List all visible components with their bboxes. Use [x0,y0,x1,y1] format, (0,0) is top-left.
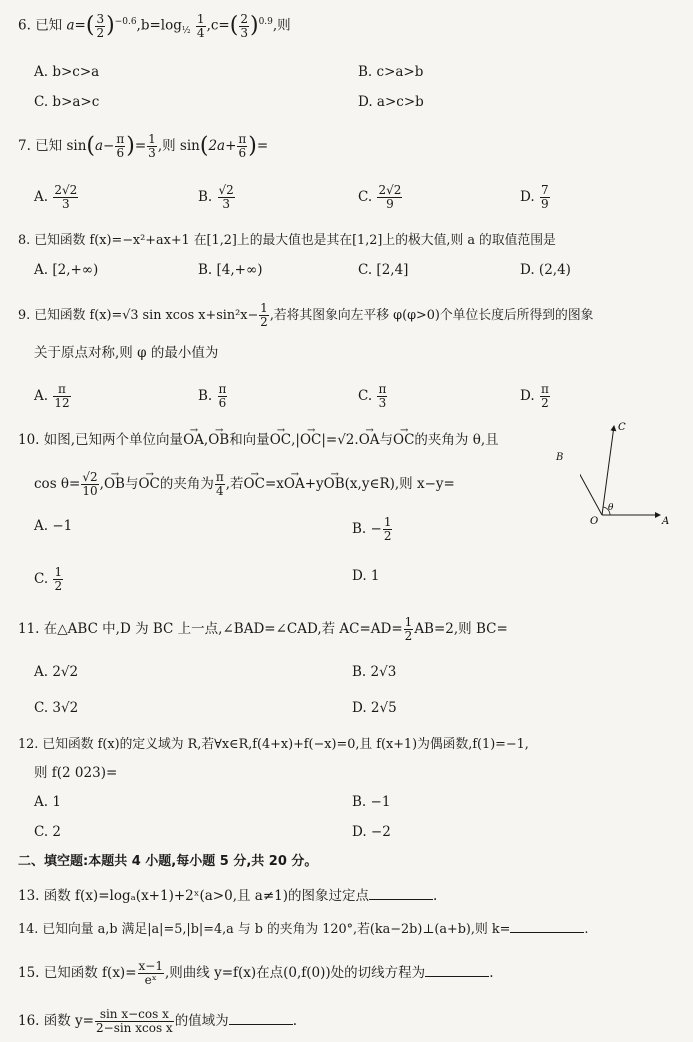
q10-stem-line2: cos θ= $\frac{√2}{10}$ ,→ OB与→ OC的夹角为 $\frac{\pi}{4}$ ,若→ OC=x→ OA+y→ OB(x,y∈R),则 x−y= [34,471,455,498]
q12-option-a: A. 1 [34,794,61,810]
q7-option-b: B. $\frac{√2}{3}$ [198,183,234,211]
q10-option-a: A. −1 [34,518,73,534]
q10-stem-line1: 10. 如图,已知两个单位向量→ OA,→ OB和向量→ OC,|→ OC|=√2.→ OA与→ OC的夹角为 θ,且 [18,430,499,450]
q11-option-a: A. 2√2 [34,664,79,680]
q11-option-b: B. 2√3 [352,664,397,680]
q8-option-a: A. [2,+∞) [34,262,99,278]
vector-ob [580,460,602,515]
q10-option-c: C. $\frac{1}{2}$ [34,565,63,593]
vector-oc [602,426,614,515]
q11-option-c: C. 3√2 [34,700,79,716]
q8-stem: 8. 已知函数 f(x)=−x²+ax+1 在[1,2]上的最大值也是其在[1,2]上的极大值,则 a 的取值范围是 [18,233,556,248]
q16-answer-blank[interactable] [229,1010,293,1025]
q12-option-b: B. −1 [352,794,391,810]
q6-option-c: C. b>a>c [34,94,100,110]
q15-answer-blank[interactable] [425,962,489,977]
q7-option-c: C. $\frac{2√2}{9}$ [358,183,402,211]
q14-stem: 14. 已知向量 a,b 满足|a|=5,|b|=4,a 与 b 的夹角为 120°,若(ka−2b)⊥(a+b),则 k= . [18,918,588,940]
q8-option-b: B. [4,+∞) [198,262,263,278]
q6-option-b: B. c>a>b [358,64,424,80]
q9-option-d: D. $\frac{\pi}{2}$ [520,382,549,410]
q8-option-c: C. [2,4] [358,262,409,278]
q9-option-b: B. $\frac{\pi}{6}$ [198,382,227,410]
q6-option-a: A. b>c>a [34,64,100,80]
q7-stem: 7. 已知 sin(a− $\frac{\pi}{6}$ )= $\frac{1}{3}$ ,则 sin(2a+ $\frac{\pi}{6}$ )= [18,132,269,160]
q6-option-d: D. a>c>b [358,94,424,110]
q12-stem-line1: 12. 已知函数 f(x)的定义域为 R,若∀x∈R,f(4+x)+f(−x)=0,且 f(x+1)为偶函数,f(1)=−1, [18,737,529,752]
q9-stem-line1: 9. 已知函数 f(x)=√3 sin xcos x+sin²x− $\frac{1}{2}$ ,若将其图象向左平移 φ(φ>0)个单位长度后所得到的图象 [18,301,594,329]
section-heading-fill-blank: 二、填空题:本题共 4 小题,每小题 5 分,共 20 分。 [18,854,318,869]
q6-stem: 6. 已知 a=( $\frac{3}{2}$ )$^{-0.6},b=\log_{\frac{1}{2}}$ $\frac{1}{4}$ ,c=( $\frac{2}{3}$ )$^{0.9}$,则 [18,11,291,40]
q13-answer-blank[interactable] [369,885,433,900]
q7-option-d: D. $\frac{7}{9}$ [520,183,549,211]
label-a: A [662,516,670,527]
q12-stem-line2: 则 f(2 023)= [34,765,118,781]
q12-option-d: D. −2 [352,824,391,840]
label-theta: θ [608,503,614,513]
q15-stem: 15. 已知函数 f(x)= $\frac{x-1}{\text{eˣ}}$ ,则曲线 y=f(x)在点(0,f(0))处的切线方程为 . [18,959,494,987]
q11-option-d: D. 2√5 [352,700,397,716]
q10-option-b: B. − $\frac{1}{2}$ [352,515,392,543]
q12-option-c: C. 2 [34,824,62,840]
q13-stem: 13. 函数 f(x)=logₐ(x+1)+2ˣ(a>0,且 a≠1)的图象过定点 . [18,885,437,906]
q14-answer-blank[interactable] [510,918,584,933]
q7-option-a: A. $\frac{2√2}{3}$ [34,183,78,211]
label-o: O [590,516,599,527]
label-c: C [618,422,626,433]
q9-option-c: C. $\frac{\pi}{3}$ [358,382,387,410]
q16-stem: 16. 函数 y= $\frac{\text{sin x−cos x}}{\text{2−sin xcos x}}$ 的值域为 . [18,1007,297,1035]
q8-option-d: D. (2,4) [520,262,571,278]
q9-stem-line2: 关于原点对称,则 φ 的最小值为 [34,345,219,361]
q9-option-a: A. $\frac{\pi}{12}$ [34,382,70,410]
q10-option-d: D. 1 [352,568,380,584]
label-b: B [556,452,564,463]
vector-diagram [580,418,680,528]
q11-stem: 11. 在△ABC 中,D 为 BC 上一点,∠BAD=∠CAD,若 AC=AD= $\frac{1}{2}$ AB=2,则 BC= [18,615,508,643]
